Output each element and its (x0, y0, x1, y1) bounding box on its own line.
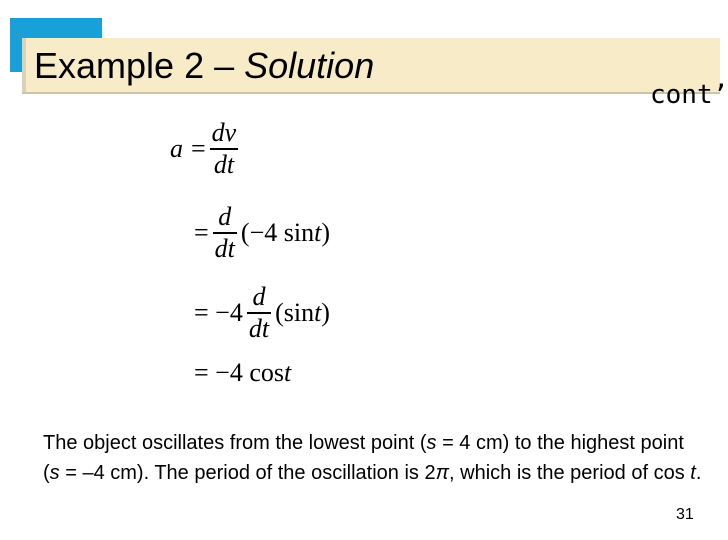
eq3-t: t (314, 298, 322, 327)
eq3-num: d (252, 282, 266, 311)
eq3-rest: (sin (275, 298, 315, 327)
eq4-rest: = −4 cos (194, 358, 284, 387)
eq3-fraction (247, 282, 271, 344)
para-text-1: The object oscillates from the lowest point ( (43, 432, 427, 454)
eq2-rest: (−4 sin (240, 218, 315, 247)
eq4-t: t (283, 358, 292, 387)
derivation (170, 118, 430, 398)
para-s-2: s (49, 462, 60, 484)
equation-row-3 (194, 282, 330, 344)
para-text-4: , which is the period of cos (449, 462, 691, 484)
eq2-den: dt (214, 234, 235, 263)
eq2-fraction (213, 202, 237, 264)
para-text-3: = –4 cm). The period of the oscillation is 2 (59, 462, 436, 484)
eq1-fraction (210, 118, 239, 180)
title-italic: Solution (244, 45, 375, 86)
eq3-den: dt (248, 314, 270, 343)
eq3-equals: = −4 (194, 298, 243, 327)
explanation-paragraph (43, 428, 703, 488)
eq1-den: dt (213, 150, 235, 179)
eq2-close: ) (321, 218, 330, 247)
para-pi: π (435, 462, 450, 484)
eq1-equals: = (191, 134, 206, 163)
eq2-num: d (218, 202, 232, 231)
equation-row-4 (194, 358, 291, 388)
eq2-t: t (314, 218, 322, 247)
eq1-lhs: a (170, 134, 183, 163)
slide-title (34, 44, 374, 88)
continued-label: cont’ (650, 80, 728, 110)
eq1-num: dv (211, 118, 237, 147)
equation-row-2 (194, 202, 330, 264)
page-number: 31 (676, 506, 694, 523)
para-text-2: = 4 cm) to the highest point ( (43, 432, 684, 484)
para-s-1: s (426, 432, 437, 454)
para-text-5: . (695, 462, 702, 484)
equation-row-1 (170, 118, 242, 180)
eq2-equals: = (194, 218, 209, 247)
title-main: Example 2 – (34, 45, 245, 86)
para-t: t (690, 462, 696, 484)
eq3-close: ) (321, 298, 330, 327)
